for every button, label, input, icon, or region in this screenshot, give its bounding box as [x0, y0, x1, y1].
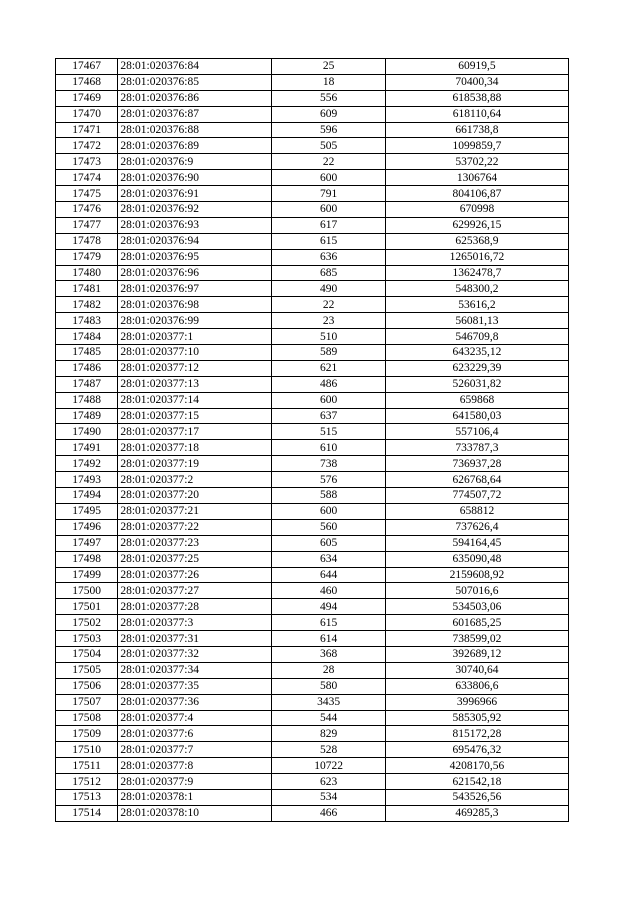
- cadastral-number-cell: 28:01:020377:27: [118, 583, 272, 599]
- table-row: [56, 742, 569, 758]
- value-cell: 3996966: [385, 694, 568, 710]
- row-number-cell: 17476: [56, 202, 118, 218]
- area-cell: 588: [272, 488, 386, 504]
- value-cell: 804106,87: [385, 186, 568, 202]
- table-row: [56, 440, 569, 456]
- value-cell: 543526,56: [385, 789, 568, 805]
- area-cell: 614: [272, 631, 386, 647]
- area-cell: 791: [272, 186, 386, 202]
- value-cell: 469285,3: [385, 805, 568, 821]
- cadastral-number-cell: 28:01:020377:12: [118, 360, 272, 376]
- value-cell: 4208170,56: [385, 758, 568, 774]
- value-cell: 618538,88: [385, 90, 568, 106]
- value-cell: 557106,4: [385, 424, 568, 440]
- table-row: [56, 74, 569, 90]
- cadastral-number-cell: 28:01:020377:15: [118, 408, 272, 424]
- cadastral-number-cell: 28:01:020376:98: [118, 297, 272, 313]
- table-row: [56, 154, 569, 170]
- cadastral-number-cell: 28:01:020377:19: [118, 456, 272, 472]
- table-row: [56, 631, 569, 647]
- area-cell: 615: [272, 233, 386, 249]
- row-number-cell: 17497: [56, 535, 118, 551]
- area-cell: 685: [272, 265, 386, 281]
- table-row: [56, 392, 569, 408]
- row-number-cell: 17481: [56, 281, 118, 297]
- area-cell: 600: [272, 202, 386, 218]
- value-cell: 618110,64: [385, 106, 568, 122]
- value-cell: 1265016,72: [385, 249, 568, 265]
- table-row: [56, 503, 569, 519]
- area-cell: 644: [272, 567, 386, 583]
- table-row: [56, 186, 569, 202]
- value-cell: 737626,4: [385, 519, 568, 535]
- cadastral-number-cell: 28:01:020377:2: [118, 472, 272, 488]
- row-number-cell: 17467: [56, 59, 118, 75]
- row-number-cell: 17505: [56, 662, 118, 678]
- row-number-cell: 17491: [56, 440, 118, 456]
- cadastral-number-cell: 28:01:020377:20: [118, 488, 272, 504]
- table-row: [56, 408, 569, 424]
- row-number-cell: 17474: [56, 170, 118, 186]
- area-cell: 23: [272, 313, 386, 329]
- table-row: [56, 424, 569, 440]
- area-cell: 621: [272, 360, 386, 376]
- table-row: [56, 726, 569, 742]
- value-cell: 594164,45: [385, 535, 568, 551]
- cadastral-number-cell: 28:01:020377:7: [118, 742, 272, 758]
- row-number-cell: 17482: [56, 297, 118, 313]
- value-cell: 661738,8: [385, 122, 568, 138]
- cadastral-number-cell: 28:01:020377:18: [118, 440, 272, 456]
- value-cell: 623229,39: [385, 360, 568, 376]
- area-cell: 589: [272, 345, 386, 361]
- row-number-cell: 17508: [56, 710, 118, 726]
- table-row: [56, 662, 569, 678]
- cadastral-number-cell: 28:01:020377:8: [118, 758, 272, 774]
- cadastral-number-cell: 28:01:020376:86: [118, 90, 272, 106]
- value-cell: 60919,5: [385, 59, 568, 75]
- value-cell: 534503,06: [385, 599, 568, 615]
- table-row: [56, 233, 569, 249]
- cadastral-number-cell: 28:01:020377:17: [118, 424, 272, 440]
- area-cell: 505: [272, 138, 386, 154]
- cadastral-number-cell: 28:01:020376:97: [118, 281, 272, 297]
- value-cell: 738599,02: [385, 631, 568, 647]
- table-row: [56, 122, 569, 138]
- cadastral-number-cell: 28:01:020377:23: [118, 535, 272, 551]
- area-cell: 600: [272, 503, 386, 519]
- table-row: [56, 281, 569, 297]
- area-cell: 617: [272, 217, 386, 233]
- area-cell: 460: [272, 583, 386, 599]
- area-cell: 636: [272, 249, 386, 265]
- value-cell: 1306764: [385, 170, 568, 186]
- cadastral-number-cell: 28:01:020376:99: [118, 313, 272, 329]
- cadastral-number-cell: 28:01:020377:26: [118, 567, 272, 583]
- table-row: [56, 646, 569, 662]
- row-number-cell: 17490: [56, 424, 118, 440]
- row-number-cell: 17495: [56, 503, 118, 519]
- value-cell: 392689,12: [385, 646, 568, 662]
- area-cell: 605: [272, 535, 386, 551]
- value-cell: 53702,22: [385, 154, 568, 170]
- area-cell: 10722: [272, 758, 386, 774]
- table-row: [56, 59, 569, 75]
- cadastral-number-cell: 28:01:020376:84: [118, 59, 272, 75]
- table-row: [56, 297, 569, 313]
- row-number-cell: 17512: [56, 774, 118, 790]
- value-cell: 774507,72: [385, 488, 568, 504]
- value-cell: 1099859,7: [385, 138, 568, 154]
- cadastral-number-cell: 28:01:020376:94: [118, 233, 272, 249]
- value-cell: 56081,13: [385, 313, 568, 329]
- table-row: [56, 265, 569, 281]
- value-cell: 548300,2: [385, 281, 568, 297]
- cadastral-number-cell: 28:01:020376:87: [118, 106, 272, 122]
- area-cell: 634: [272, 551, 386, 567]
- row-number-cell: 17477: [56, 217, 118, 233]
- table-row: [56, 90, 569, 106]
- value-cell: 621542,18: [385, 774, 568, 790]
- value-cell: 30740,64: [385, 662, 568, 678]
- cadastral-number-cell: 28:01:020376:90: [118, 170, 272, 186]
- table-row: [56, 376, 569, 392]
- cadastral-table: [55, 58, 569, 822]
- value-cell: 635090,48: [385, 551, 568, 567]
- table-row: [56, 758, 569, 774]
- row-number-cell: 17509: [56, 726, 118, 742]
- area-cell: 490: [272, 281, 386, 297]
- row-number-cell: 17488: [56, 392, 118, 408]
- table-row: [56, 789, 569, 805]
- row-number-cell: 17498: [56, 551, 118, 567]
- cadastral-number-cell: 28:01:020377:13: [118, 376, 272, 392]
- area-cell: 18: [272, 74, 386, 90]
- value-cell: 526031,82: [385, 376, 568, 392]
- area-cell: 580: [272, 678, 386, 694]
- area-cell: 829: [272, 726, 386, 742]
- cadastral-number-cell: 28:01:020378:1: [118, 789, 272, 805]
- value-cell: 641580,03: [385, 408, 568, 424]
- area-cell: 494: [272, 599, 386, 615]
- cadastral-number-cell: 28:01:020377:28: [118, 599, 272, 615]
- area-cell: 534: [272, 789, 386, 805]
- table-row: [56, 106, 569, 122]
- value-cell: 815172,28: [385, 726, 568, 742]
- area-cell: 637: [272, 408, 386, 424]
- area-cell: 600: [272, 170, 386, 186]
- area-cell: 610: [272, 440, 386, 456]
- value-cell: 633806,6: [385, 678, 568, 694]
- row-number-cell: 17514: [56, 805, 118, 821]
- cadastral-number-cell: 28:01:020376:96: [118, 265, 272, 281]
- row-number-cell: 17489: [56, 408, 118, 424]
- table-row: [56, 519, 569, 535]
- row-number-cell: 17507: [56, 694, 118, 710]
- value-cell: 658812: [385, 503, 568, 519]
- value-cell: 585305,92: [385, 710, 568, 726]
- value-cell: 626768,64: [385, 472, 568, 488]
- row-number-cell: 17503: [56, 631, 118, 647]
- row-number-cell: 17484: [56, 329, 118, 345]
- area-cell: 515: [272, 424, 386, 440]
- cadastral-number-cell: 28:01:020377:9: [118, 774, 272, 790]
- table-row: [56, 583, 569, 599]
- area-cell: 25: [272, 59, 386, 75]
- value-cell: 2159608,92: [385, 567, 568, 583]
- row-number-cell: 17478: [56, 233, 118, 249]
- row-number-cell: 17502: [56, 615, 118, 631]
- table-row: [56, 805, 569, 821]
- area-cell: 510: [272, 329, 386, 345]
- row-number-cell: 17501: [56, 599, 118, 615]
- value-cell: 53616,2: [385, 297, 568, 313]
- value-cell: 625368,9: [385, 233, 568, 249]
- cadastral-number-cell: 28:01:020377:35: [118, 678, 272, 694]
- area-cell: 28: [272, 662, 386, 678]
- table-row: [56, 170, 569, 186]
- area-cell: 596: [272, 122, 386, 138]
- table-row: [56, 599, 569, 615]
- table-row: [56, 345, 569, 361]
- area-cell: 623: [272, 774, 386, 790]
- cadastral-number-cell: 28:01:020376:9: [118, 154, 272, 170]
- cadastral-number-cell: 28:01:020378:10: [118, 805, 272, 821]
- cadastral-number-cell: 28:01:020376:89: [118, 138, 272, 154]
- row-number-cell: 17504: [56, 646, 118, 662]
- cadastral-number-cell: 28:01:020377:34: [118, 662, 272, 678]
- area-cell: 738: [272, 456, 386, 472]
- area-cell: 609: [272, 106, 386, 122]
- row-number-cell: 17513: [56, 789, 118, 805]
- cadastral-number-cell: 28:01:020377:6: [118, 726, 272, 742]
- table-row: [56, 488, 569, 504]
- row-number-cell: 17510: [56, 742, 118, 758]
- cadastral-number-cell: 28:01:020376:92: [118, 202, 272, 218]
- row-number-cell: 17485: [56, 345, 118, 361]
- table-body: [56, 59, 569, 822]
- cadastral-number-cell: 28:01:020376:91: [118, 186, 272, 202]
- table-row: [56, 615, 569, 631]
- area-cell: 560: [272, 519, 386, 535]
- row-number-cell: 17475: [56, 186, 118, 202]
- value-cell: 670998: [385, 202, 568, 218]
- value-cell: 643235,12: [385, 345, 568, 361]
- cadastral-number-cell: 28:01:020377:21: [118, 503, 272, 519]
- value-cell: 659868: [385, 392, 568, 408]
- row-number-cell: 17487: [56, 376, 118, 392]
- row-number-cell: 17483: [56, 313, 118, 329]
- row-number-cell: 17473: [56, 154, 118, 170]
- cadastral-number-cell: 28:01:020377:10: [118, 345, 272, 361]
- value-cell: 733787,3: [385, 440, 568, 456]
- area-cell: 3435: [272, 694, 386, 710]
- table-row: [56, 535, 569, 551]
- value-cell: 1362478,7: [385, 265, 568, 281]
- row-number-cell: 17479: [56, 249, 118, 265]
- table-row: [56, 774, 569, 790]
- value-cell: 629926,15: [385, 217, 568, 233]
- table-row: [56, 551, 569, 567]
- area-cell: 22: [272, 297, 386, 313]
- cadastral-number-cell: 28:01:020376:95: [118, 249, 272, 265]
- cadastral-number-cell: 28:01:020377:32: [118, 646, 272, 662]
- cadastral-number-cell: 28:01:020377:14: [118, 392, 272, 408]
- row-number-cell: 17494: [56, 488, 118, 504]
- cadastral-number-cell: 28:01:020376:93: [118, 217, 272, 233]
- table-row: [56, 329, 569, 345]
- table-row: [56, 138, 569, 154]
- cadastral-number-cell: 28:01:020377:31: [118, 631, 272, 647]
- row-number-cell: 17493: [56, 472, 118, 488]
- row-number-cell: 17470: [56, 106, 118, 122]
- area-cell: 486: [272, 376, 386, 392]
- area-cell: 615: [272, 615, 386, 631]
- area-cell: 556: [272, 90, 386, 106]
- row-number-cell: 17511: [56, 758, 118, 774]
- area-cell: 600: [272, 392, 386, 408]
- area-cell: 528: [272, 742, 386, 758]
- table-row: [56, 313, 569, 329]
- table-row: [56, 202, 569, 218]
- cadastral-number-cell: 28:01:020377:3: [118, 615, 272, 631]
- area-cell: 544: [272, 710, 386, 726]
- table-row: [56, 710, 569, 726]
- row-number-cell: 17499: [56, 567, 118, 583]
- value-cell: 695476,32: [385, 742, 568, 758]
- cadastral-number-cell: 28:01:020377:36: [118, 694, 272, 710]
- table-row: [56, 694, 569, 710]
- table-row: [56, 678, 569, 694]
- value-cell: 507016,6: [385, 583, 568, 599]
- row-number-cell: 17472: [56, 138, 118, 154]
- row-number-cell: 17469: [56, 90, 118, 106]
- row-number-cell: 17486: [56, 360, 118, 376]
- cadastral-number-cell: 28:01:020377:1: [118, 329, 272, 345]
- table-row: [56, 567, 569, 583]
- value-cell: 546709,8: [385, 329, 568, 345]
- table-row: [56, 360, 569, 376]
- area-cell: 466: [272, 805, 386, 821]
- table-row: [56, 217, 569, 233]
- value-cell: 736937,28: [385, 456, 568, 472]
- row-number-cell: 17471: [56, 122, 118, 138]
- table-row: [56, 249, 569, 265]
- table-row: [56, 456, 569, 472]
- cadastral-number-cell: 28:01:020376:85: [118, 74, 272, 90]
- row-number-cell: 17492: [56, 456, 118, 472]
- area-cell: 22: [272, 154, 386, 170]
- cadastral-number-cell: 28:01:020377:25: [118, 551, 272, 567]
- area-cell: 576: [272, 472, 386, 488]
- row-number-cell: 17480: [56, 265, 118, 281]
- cadastral-number-cell: 28:01:020377:22: [118, 519, 272, 535]
- cadastral-number-cell: 28:01:020376:88: [118, 122, 272, 138]
- area-cell: 368: [272, 646, 386, 662]
- row-number-cell: 17496: [56, 519, 118, 535]
- value-cell: 601685,25: [385, 615, 568, 631]
- value-cell: 70400,34: [385, 74, 568, 90]
- row-number-cell: 17506: [56, 678, 118, 694]
- table-row: [56, 472, 569, 488]
- row-number-cell: 17500: [56, 583, 118, 599]
- row-number-cell: 17468: [56, 74, 118, 90]
- cadastral-number-cell: 28:01:020377:4: [118, 710, 272, 726]
